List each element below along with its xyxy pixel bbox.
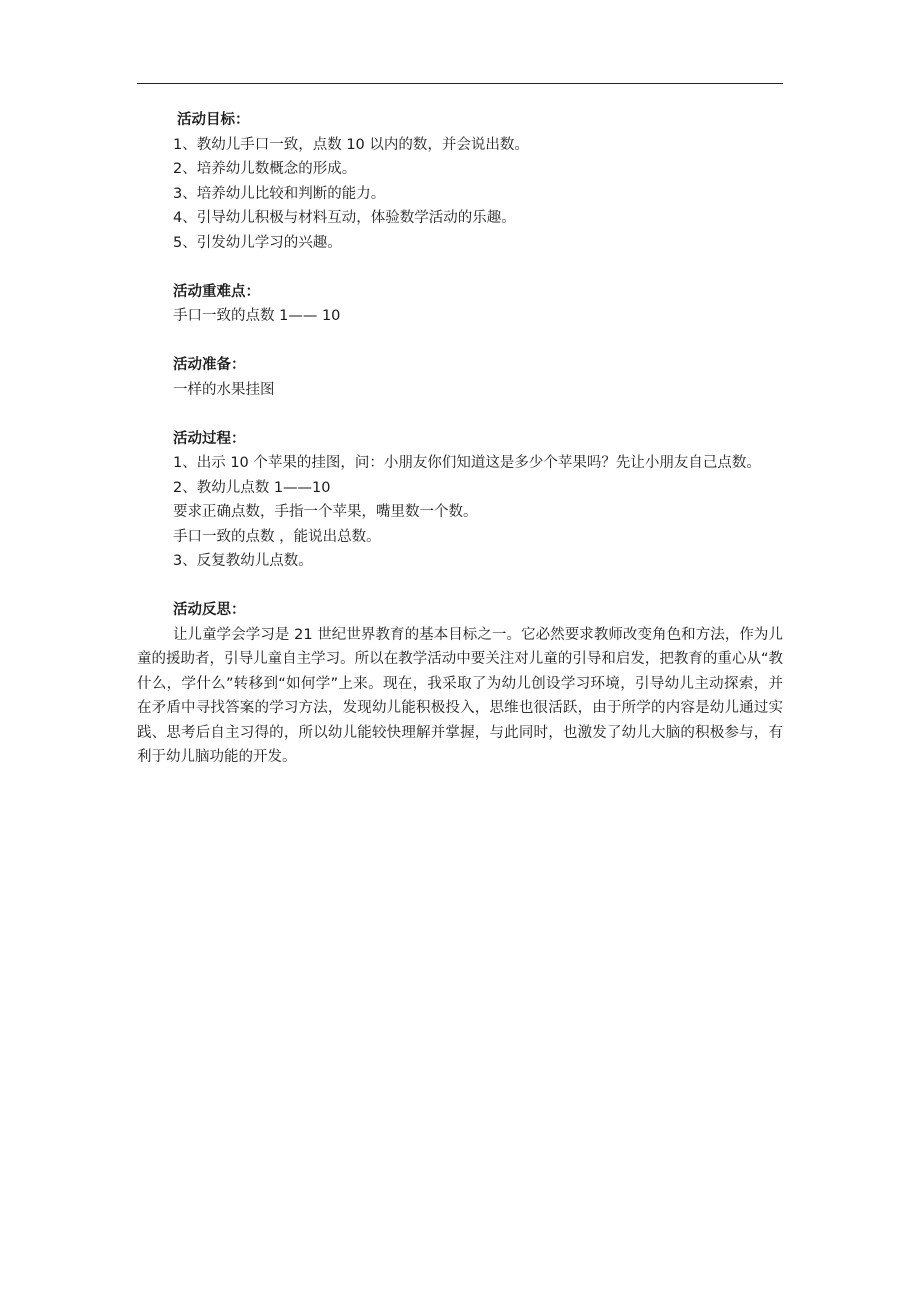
section-title: 活动准备： [173, 357, 246, 373]
process-step: 手口一致的点数 ，能说出总数。 [173, 528, 381, 545]
section-reflection [137, 598, 783, 770]
process-step: 2、教幼儿点数 1——10 [173, 479, 331, 496]
process-step: 1、出示 10 个苹果的挂图，问：小朋友你们知道这是多少个苹果吗？先让小朋友自己点数。 [173, 455, 761, 471]
section-process [137, 427, 783, 574]
section-goals [137, 108, 783, 255]
document-body [137, 108, 783, 770]
section-title: 活动反思： [173, 602, 246, 618]
list-item: 一样的水果挂图 [173, 381, 275, 398]
list-item: 5、引发幼儿学习的兴趣。 [173, 234, 342, 251]
section-title: 活动目标： [177, 112, 250, 128]
list-item: 手口一致的点数 1—— 10 [173, 308, 341, 324]
reflection-paragraph: 让儿童学会学习是 21 世纪世界教育的基本目标之一。它必然要求教师改变角色和方法，作为儿童的援助者，引导儿童自主学习。所以在教学活动中要关注对儿童的引导和启发，把教育的重心从“教什么，学什么”转移到“如何学”上来。现在，我采取了为幼儿创设学习环境，引导幼儿主动探索，并在矛盾中寻找答案的学习方法，发现幼儿能积极投入，思维也很活跃，由于所学的内容是幼儿通过实践、思考后自主习得的，所以幼儿能较快理解并掌握，与此同时，也激发了幼儿大脑的积极参与，有利于幼儿脑功能的开发。 [137, 626, 783, 765]
section-title: 活动重难点： [173, 283, 260, 300]
section-preparation [137, 353, 783, 402]
header-rule [137, 83, 783, 84]
process-step: 3、反复教幼儿点数。 [173, 553, 313, 569]
list-item: 3、培养幼儿比较和判断的能力。 [173, 185, 386, 202]
list-item: 1、教幼儿手口一致，点数 10 以内的数，并会说出数。 [173, 136, 529, 153]
spacer [137, 255, 783, 280]
list-item: 4、引导幼儿积极与材料互动，体验数学活动的乐趣。 [173, 210, 516, 226]
section-title: 活动过程： [173, 430, 246, 447]
spacer [137, 329, 783, 354]
list-item: 2、培养幼儿数概念的形成。 [173, 161, 357, 177]
process-step: 要求正确点数，手指一个苹果，嘴里数一个数。 [173, 504, 478, 520]
spacer [137, 402, 783, 427]
section-key-points [137, 280, 783, 329]
spacer [137, 574, 783, 599]
